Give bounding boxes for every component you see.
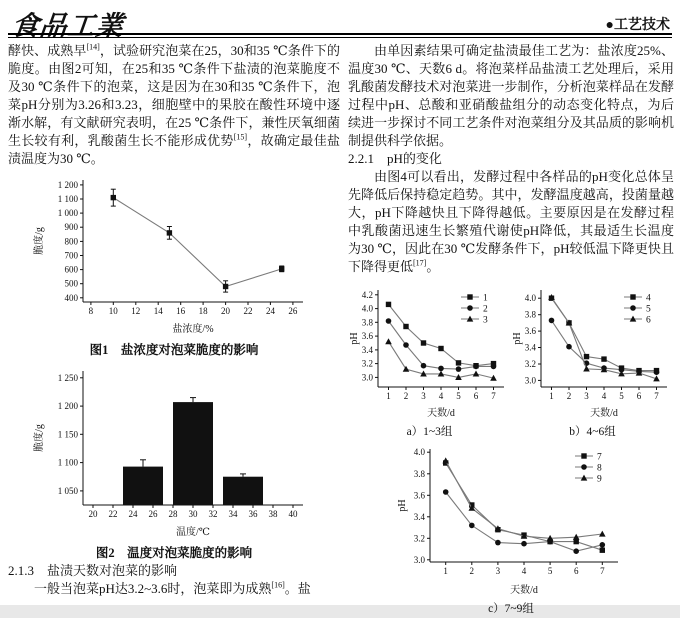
svg-text:40: 40 bbox=[288, 509, 298, 519]
svg-text:3.4: 3.4 bbox=[524, 342, 536, 353]
svg-text:脆度/g: 脆度/g bbox=[34, 227, 45, 255]
svg-text:盐浓度/%: 盐浓度/% bbox=[172, 324, 214, 335]
svg-text:4: 4 bbox=[438, 391, 444, 401]
svg-text:20: 20 bbox=[88, 509, 98, 519]
svg-text:3: 3 bbox=[495, 566, 501, 576]
svg-text:5: 5 bbox=[646, 304, 651, 315]
svg-text:3.6: 3.6 bbox=[361, 331, 373, 342]
svg-text:14: 14 bbox=[153, 306, 163, 316]
svg-text:1 100: 1 100 bbox=[57, 457, 78, 468]
left-paragraph-2: 一般当泡菜pH达3.2~3.6时，泡菜即为成熟[16]。盐 bbox=[34, 580, 311, 596]
svg-text:30: 30 bbox=[188, 509, 198, 519]
figure-4a bbox=[348, 284, 511, 441]
svg-text:8: 8 bbox=[597, 463, 602, 474]
svg-text:3: 3 bbox=[483, 315, 488, 326]
svg-text:7: 7 bbox=[491, 391, 496, 401]
svg-text:22: 22 bbox=[108, 509, 118, 519]
svg-text:3.4: 3.4 bbox=[413, 511, 425, 522]
svg-text:1 050: 1 050 bbox=[57, 485, 78, 496]
svg-text:6: 6 bbox=[573, 566, 579, 576]
svg-text:天数/d: 天数/d bbox=[590, 408, 618, 419]
svg-text:3.2: 3.2 bbox=[413, 533, 425, 544]
svg-text:3.2: 3.2 bbox=[361, 358, 373, 369]
svg-text:4.0: 4.0 bbox=[524, 293, 536, 304]
svg-text:3.0: 3.0 bbox=[524, 375, 536, 386]
header-rule bbox=[8, 33, 672, 38]
svg-text:温度/℃: 温度/℃ bbox=[176, 527, 210, 538]
svg-text:7: 7 bbox=[654, 391, 659, 401]
svg-text:34: 34 bbox=[228, 509, 238, 519]
svg-text:600: 600 bbox=[64, 264, 78, 275]
svg-text:9: 9 bbox=[597, 474, 602, 485]
fig4a-caption: a）1~3组 bbox=[406, 426, 453, 438]
figure-1 bbox=[8, 174, 340, 359]
svg-text:16: 16 bbox=[176, 306, 186, 316]
svg-text:4: 4 bbox=[646, 293, 651, 304]
left-paragraph-1: 酵快、成熟早[14]，试验研究泡菜在25，30和35 ℃条件下的脆度。由图2可知，在25和35 ℃条件下盐渍的泡菜脆度不及30 ℃条件下的泡菜，这是因为在30和35 ℃条件下，泡菜pH分别为3.26和3.23，细胞壁中的果胶在酸性环境中逐渐水解，有文献研究表明，在25 ℃条件下，兼性厌氧细菌生长较有利，乳酸菌生长不能形成优势[15]，故确定最佳盐渍温度为30 ℃。 bbox=[8, 42, 340, 166]
svg-text:脆度/g: 脆度/g bbox=[34, 424, 45, 452]
svg-text:26: 26 bbox=[288, 306, 298, 316]
svg-text:24: 24 bbox=[128, 509, 138, 519]
svg-text:pH: pH bbox=[349, 332, 360, 345]
svg-text:6: 6 bbox=[646, 315, 651, 326]
svg-text:36: 36 bbox=[248, 509, 258, 519]
svg-text:22: 22 bbox=[243, 306, 253, 316]
fig2-caption: 图2 温度对泡菜脆度的影响 bbox=[95, 546, 253, 560]
svg-text:3.0: 3.0 bbox=[361, 372, 373, 383]
svg-text:1 000: 1 000 bbox=[57, 208, 78, 219]
figure-4-row bbox=[348, 284, 674, 441]
heading-2-1-3: 2.1.3 盐渍天数对泡菜的影响 bbox=[8, 563, 178, 578]
figure-4b bbox=[511, 284, 674, 441]
svg-text:8: 8 bbox=[88, 306, 94, 316]
svg-text:32: 32 bbox=[208, 509, 218, 519]
svg-text:1: 1 bbox=[549, 391, 554, 401]
svg-text:1 100: 1 100 bbox=[57, 194, 78, 205]
svg-text:pH: pH bbox=[397, 499, 408, 512]
svg-text:1 150: 1 150 bbox=[57, 429, 78, 440]
svg-text:天数/d: 天数/d bbox=[427, 408, 455, 419]
svg-text:3.8: 3.8 bbox=[361, 317, 373, 328]
svg-text:500: 500 bbox=[64, 278, 78, 289]
svg-text:3.6: 3.6 bbox=[413, 490, 425, 501]
svg-text:1 200: 1 200 bbox=[57, 179, 78, 190]
right-paragraph-2: 由图4可以看出，发酵过程中各样品的pH变化总体呈先降低后保持稳定趋势。其中，发酵温度越高，投菌量越大，pH下降越快且下降得越低。主要原因是在发酵过程中乳酸菌迅速生长繁殖代谢使pH降低，其最适生长温度为30 ℃，因此在30 ℃发酵条件下，pH较低温下降更快且下降得更低[17]。 bbox=[348, 169, 674, 274]
svg-text:24: 24 bbox=[265, 306, 275, 316]
figure-2 bbox=[8, 365, 340, 562]
svg-text:1 250: 1 250 bbox=[57, 372, 78, 383]
svg-text:5: 5 bbox=[456, 391, 461, 401]
svg-text:38: 38 bbox=[268, 509, 278, 519]
svg-text:18: 18 bbox=[198, 306, 208, 316]
right-paragraph-1: 由单因素结果可确定盐渍最佳工艺为：盐浓度25%、温度30 ℃、天数6 d。将泡菜样品盐渍工艺处理后，采用乳酸菌发酵技术对泡菜进一步制作，分析泡菜样品在发酵过程中pH、总酸和亚硝酸盐组分的动态变化特点，为后续进一步探讨不同工艺条件对泡菜组分及其品质的影响机制提供科学依据。 bbox=[348, 43, 674, 148]
fig4b-chart bbox=[511, 284, 674, 423]
svg-text:3.8: 3.8 bbox=[524, 309, 536, 320]
fig2-chart bbox=[8, 365, 340, 542]
svg-text:12: 12 bbox=[131, 306, 141, 316]
svg-text:1: 1 bbox=[443, 566, 448, 576]
svg-text:900: 900 bbox=[64, 222, 78, 233]
svg-text:3.6: 3.6 bbox=[524, 326, 536, 337]
fig1-caption: 图1 盐浓度对泡菜脆度的影响 bbox=[89, 343, 259, 357]
svg-text:pH: pH bbox=[512, 332, 523, 345]
svg-text:2: 2 bbox=[566, 391, 572, 401]
svg-text:1: 1 bbox=[483, 293, 488, 304]
svg-text:26: 26 bbox=[148, 509, 158, 519]
svg-text:700: 700 bbox=[64, 250, 78, 261]
section-label: ●工艺技术 bbox=[605, 18, 670, 33]
svg-text:7: 7 bbox=[600, 566, 605, 576]
left-column bbox=[8, 42, 340, 598]
fig4b-caption: b）4~6组 bbox=[569, 426, 616, 438]
svg-text:2: 2 bbox=[403, 391, 409, 401]
svg-text:3.4: 3.4 bbox=[361, 344, 373, 355]
svg-text:4.2: 4.2 bbox=[361, 289, 373, 300]
svg-text:2: 2 bbox=[483, 304, 488, 315]
right-column bbox=[348, 42, 674, 618]
svg-text:5: 5 bbox=[619, 391, 624, 401]
journal-logo: 食品工業 bbox=[10, 11, 126, 41]
svg-text:1 200: 1 200 bbox=[57, 401, 78, 412]
svg-text:4.0: 4.0 bbox=[361, 303, 373, 314]
svg-text:6: 6 bbox=[473, 391, 479, 401]
svg-text:7: 7 bbox=[597, 452, 602, 463]
svg-text:3.8: 3.8 bbox=[413, 468, 425, 479]
svg-text:3.0: 3.0 bbox=[413, 554, 425, 565]
heading-2-2-1: 2.2.1 pH的变化 bbox=[348, 151, 442, 166]
svg-text:4: 4 bbox=[601, 391, 607, 401]
figure-4c bbox=[396, 443, 626, 618]
svg-text:28: 28 bbox=[168, 509, 178, 519]
svg-text:10: 10 bbox=[108, 306, 118, 316]
fig1-chart bbox=[8, 174, 340, 339]
svg-text:6: 6 bbox=[636, 391, 642, 401]
svg-text:5: 5 bbox=[547, 566, 553, 576]
svg-text:20: 20 bbox=[221, 306, 231, 316]
fig4c-chart bbox=[396, 443, 626, 600]
svg-text:1: 1 bbox=[386, 391, 391, 401]
svg-text:天数/d: 天数/d bbox=[510, 585, 538, 596]
svg-text:3: 3 bbox=[584, 391, 589, 401]
svg-text:3: 3 bbox=[421, 391, 426, 401]
fig4a-chart bbox=[348, 284, 511, 423]
svg-text:3.2: 3.2 bbox=[524, 358, 536, 369]
svg-text:4: 4 bbox=[521, 566, 527, 576]
svg-text:4.0: 4.0 bbox=[413, 447, 425, 458]
svg-text:400: 400 bbox=[64, 292, 78, 303]
svg-text:2: 2 bbox=[469, 566, 475, 576]
svg-text:800: 800 bbox=[64, 236, 78, 247]
fig4c-caption: c）7~9组 bbox=[488, 603, 534, 615]
